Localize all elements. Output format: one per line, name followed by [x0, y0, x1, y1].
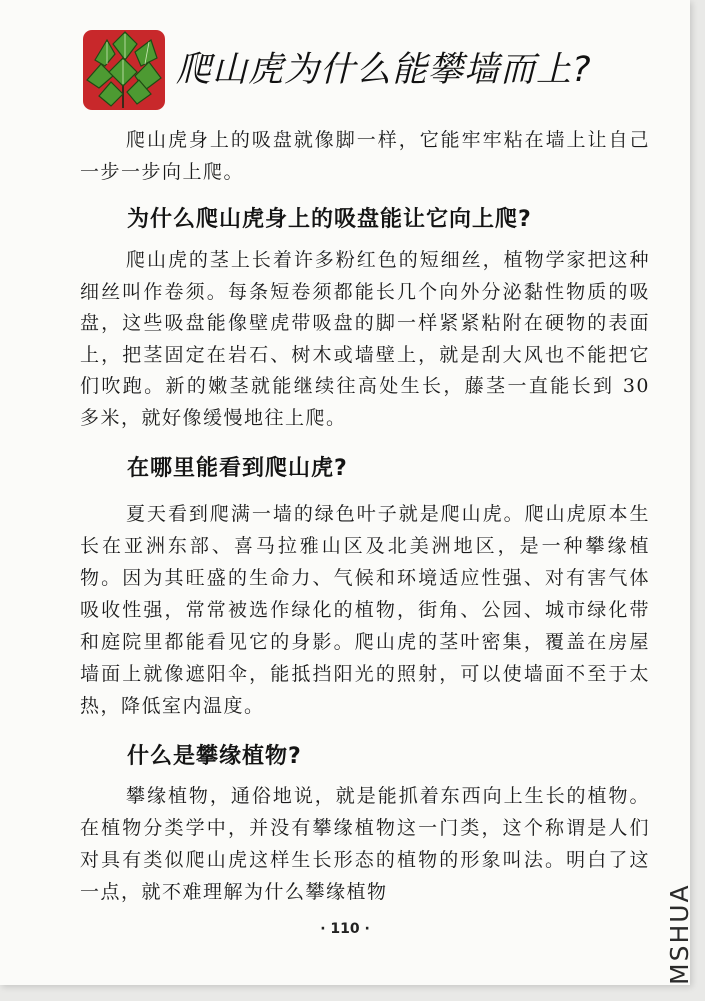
- ivy-leaf-icon: [83, 30, 165, 110]
- section-body-1: 爬山虎的茎上长着许多粉红色的短细丝，植物学家把这种细丝叫作卷须。每条短卷须都能长几个向外分泌黏性物质的吸盘，这些吸盘能像壁虎带吸盘的脚一样紧紧粘附在硬物的表面上，把茎固定在岩石、树木或墙壁上，就是刮大风也不能把它们吹跑。新的嫩茎就能继续往高处生长，藤茎一直能长到 30 多米，就好像缓慢地往上爬。: [80, 249, 650, 429]
- section-heading-1: 为什么爬山虎身上的吸盘能让它向上爬?: [127, 207, 532, 232]
- page-title: 爬山虎为什么能攀墙而上?: [176, 50, 592, 90]
- section-body-2: 夏天看到爬满一墙的绿色叶子就是爬山虎。爬山虎原本生长在亚洲东部、喜马拉雅山区及北美洲地区，是一种攀缘植物。因为其旺盛的生命力、气候和环境适应性强、对有害气体吸收性强，常常被选作绿化的植物，街角、公园、城市绿化带和庭院里都能看见它的身影。爬山虎的茎叶密集，覆盖在房屋墙面上就像遮阳伞，能抵挡阳光的照射，可以使墙面不至于太热，降低室内温度。: [80, 503, 650, 717]
- watermark-text: MSHUA: [665, 883, 694, 985]
- section-body-3: 攀缘植物，通俗地说，就是能抓着东西向上生长的植物。在植物分类学中，并没有攀缘植物这一门类，这个称谓是人们对具有类似爬山虎这样生长形态的植物的形象叫法。明白了这一点，就不难理解为什么攀缘植物: [80, 785, 650, 903]
- page-number: · 110 ·: [320, 921, 370, 937]
- intro-text: 爬山虎身上的吸盘就像脚一样，它能牢牢粘在墙上让自己一步一步向上爬。: [80, 129, 650, 183]
- section-heading-3: 什么是攀缘植物?: [127, 744, 302, 769]
- section-heading-2: 在哪里能看到爬山虎?: [127, 456, 348, 481]
- intro-paragraph: [80, 124, 650, 188]
